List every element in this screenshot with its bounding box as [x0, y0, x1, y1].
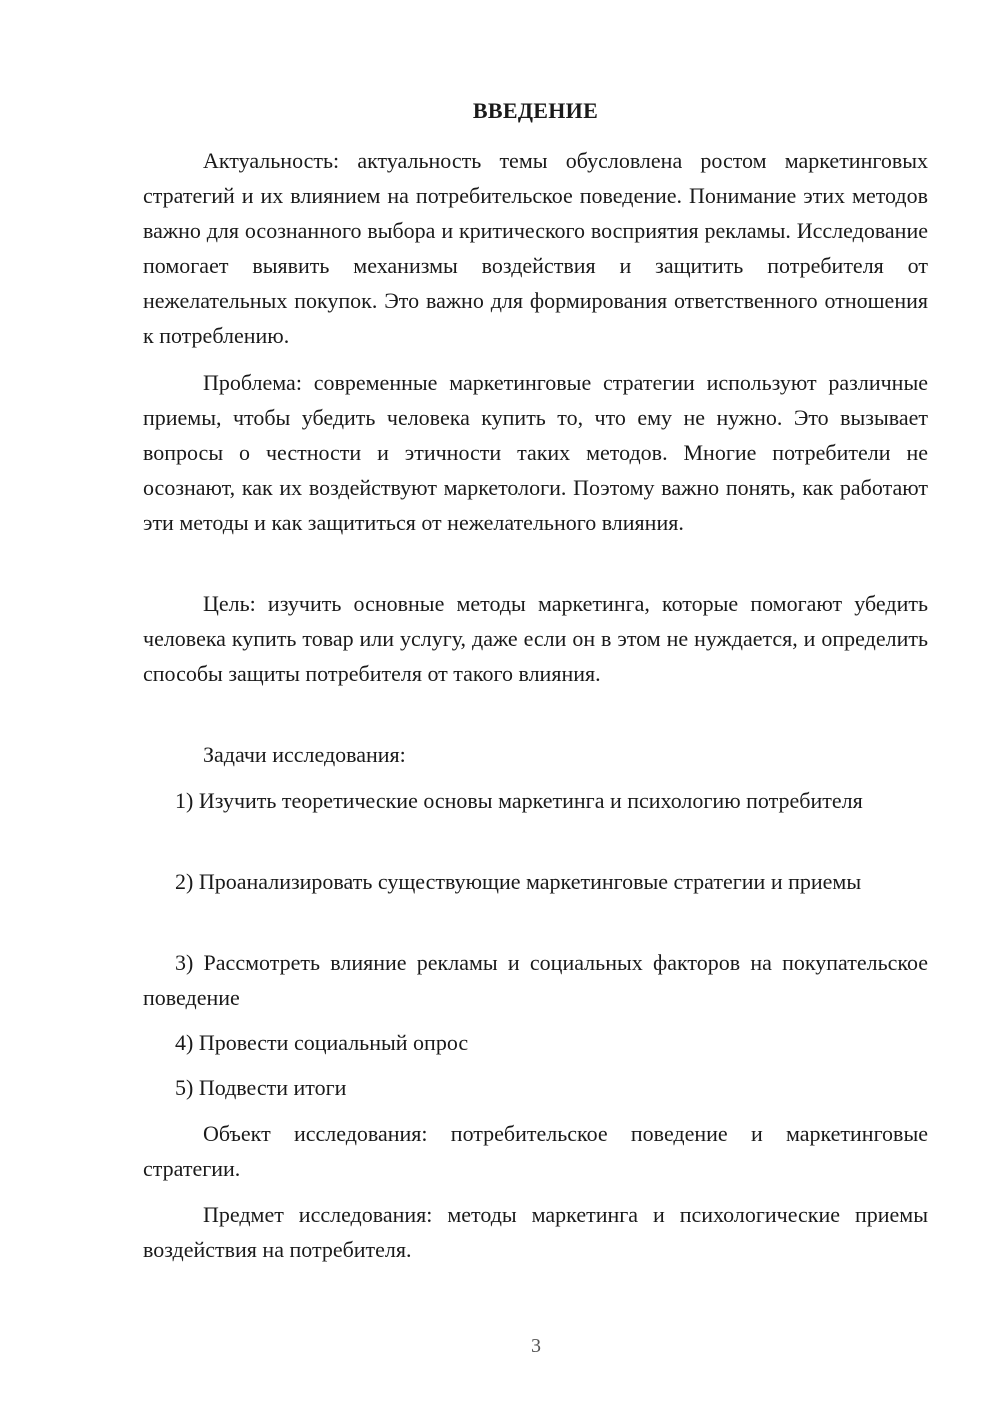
task-item-1: 1) Изучить теоретические основы маркетинга и психологию потребителя	[175, 788, 863, 813]
task-item-3: 3) Рассмотреть влияние рекламы и социальных факторов на покупательское поведение	[143, 950, 928, 1010]
task-item-4: 4) Провести социальный опрос	[175, 1030, 469, 1055]
problem-paragraph: Проблема: современные маркетинговые стратегии используют различные приемы, чтобы убедить человека купить то, что ему не нужно. Это вызывает вопросы о честности и этичности таких методов. Многие потребители не осознают, как их воздействуют маркетологи. Поэтому важно понять, как работают эти методы и как защититься от нежелательного влияния.	[143, 370, 928, 535]
tasks-heading: Задачи исследования:	[203, 742, 406, 767]
task-item-2: 2) Проанализировать существующие маркетинговые стратегии и приемы	[175, 869, 862, 894]
page-title: ВВЕДЕНИЕ	[472, 98, 599, 123]
page-number: 3	[531, 1335, 541, 1357]
object-paragraph: Объект исследования: потребительское поведение и маркетинговые стратегии.	[143, 1121, 928, 1181]
subject-paragraph: Предмет исследования: методы маркетинга и психологические приемы воздействия на потребителя.	[143, 1202, 928, 1262]
relevance-paragraph: Актуальность: актуальность темы обусловлена ростом маркетинговых стратегий и их влиянием на потребительское поведение. Понимание этих методов важно для осознанного выбора и критического восприятия рекламы. Исследование помогает выявить механизмы воздействия и защитить потребителя от нежелательных покупок. Это важно для формирования ответственного отношения к потреблению.	[143, 148, 928, 348]
goal-paragraph: Цель: изучить основные методы маркетинга, которые помогают убедить человека купить товар или услугу, даже если он в этом не нуждается, и определить способы защиты потребителя от такого влияния.	[143, 591, 928, 686]
task-item-5: 5) Подвести итоги	[175, 1075, 347, 1100]
